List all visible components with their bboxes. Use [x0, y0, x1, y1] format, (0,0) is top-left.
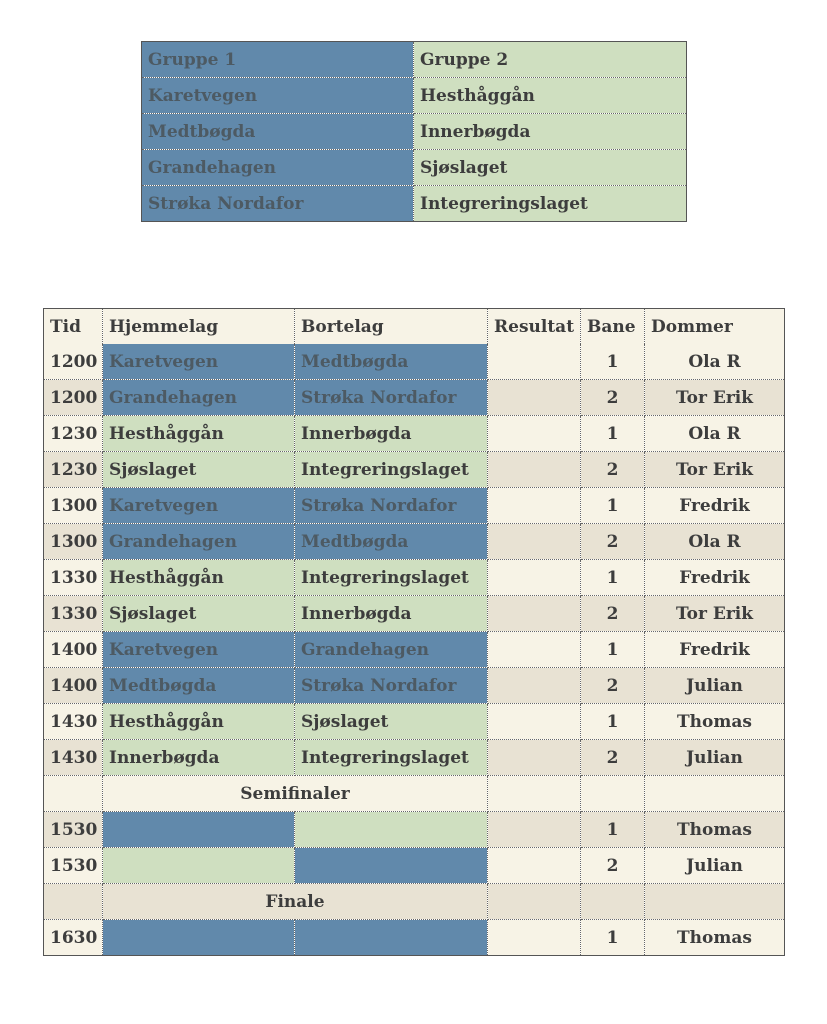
- semifinal-label: Semifinaler: [103, 776, 488, 812]
- match-away-team[interactable]: [295, 920, 488, 956]
- match-home-team: Sjøslaget: [103, 596, 295, 632]
- final-label: Finale: [103, 884, 488, 920]
- match-field: 1: [581, 812, 645, 848]
- match-away-team: Medtbøgda: [295, 524, 488, 560]
- match-away-team: Sjøslaget: [295, 704, 488, 740]
- match-row: [44, 524, 785, 560]
- match-referee: Ola R: [645, 416, 785, 452]
- match-away-team: Strøka Nordafor: [295, 488, 488, 524]
- semifinal-row: [44, 812, 785, 848]
- match-home-team: Innerbøgda: [103, 740, 295, 776]
- match-referee: Ola R: [645, 344, 785, 380]
- col-header-dommer: Dommer: [645, 309, 785, 345]
- match-time: 1330: [44, 560, 103, 596]
- match-row: [44, 740, 785, 776]
- group-2-team: Sjøslaget: [414, 150, 687, 186]
- match-referee: Julian: [645, 740, 785, 776]
- empty-cell: [581, 884, 645, 920]
- group-2-team: Innerbøgda: [414, 114, 687, 150]
- empty-cell: [488, 776, 581, 812]
- schedule-header-row: [44, 309, 785, 345]
- col-header-resultat: Resultat: [488, 309, 581, 345]
- match-home-team: Grandehagen: [103, 380, 295, 416]
- match-field: 2: [581, 596, 645, 632]
- match-time: 1630: [44, 920, 103, 956]
- match-time: 1400: [44, 668, 103, 704]
- match-home-team: Medtbøgda: [103, 668, 295, 704]
- match-time: 1400: [44, 632, 103, 668]
- match-away-team[interactable]: [295, 848, 488, 884]
- match-referee: Julian: [645, 668, 785, 704]
- match-result[interactable]: [488, 380, 581, 416]
- empty-cell: [581, 776, 645, 812]
- group-1-team: Grandehagen: [142, 150, 414, 186]
- empty-cell: [488, 884, 581, 920]
- match-away-team: Innerbøgda: [295, 416, 488, 452]
- empty-cell: [44, 776, 103, 812]
- match-time: 1430: [44, 740, 103, 776]
- match-referee: Thomas: [645, 920, 785, 956]
- empty-cell: [645, 884, 785, 920]
- match-row: [44, 632, 785, 668]
- match-result[interactable]: [488, 740, 581, 776]
- match-result[interactable]: [488, 560, 581, 596]
- empty-cell: [44, 884, 103, 920]
- group-1-header: Gruppe 1: [142, 42, 414, 78]
- match-away-team: Medtbøgda: [295, 344, 488, 380]
- match-result[interactable]: [488, 812, 581, 848]
- match-referee: Thomas: [645, 704, 785, 740]
- match-result[interactable]: [488, 848, 581, 884]
- match-home-team: Karetvegen: [103, 488, 295, 524]
- match-away-team: Grandehagen: [295, 632, 488, 668]
- match-field: 1: [581, 560, 645, 596]
- final-label-row: [44, 884, 785, 920]
- group-2-team: Hesthåggån: [414, 78, 687, 114]
- match-time: 1200: [44, 344, 103, 380]
- match-home-team[interactable]: [103, 848, 295, 884]
- match-field: 2: [581, 668, 645, 704]
- match-result[interactable]: [488, 668, 581, 704]
- match-result[interactable]: [488, 704, 581, 740]
- match-home-team: Hesthåggån: [103, 416, 295, 452]
- match-result[interactable]: [488, 596, 581, 632]
- match-home-team: Grandehagen: [103, 524, 295, 560]
- match-field: 2: [581, 452, 645, 488]
- groups-row: [142, 186, 687, 222]
- match-time: 1430: [44, 704, 103, 740]
- match-referee: Ola R: [645, 524, 785, 560]
- semifinal-row: [44, 848, 785, 884]
- match-away-team[interactable]: [295, 812, 488, 848]
- match-referee: Tor Erik: [645, 596, 785, 632]
- match-home-team: Hesthåggån: [103, 560, 295, 596]
- match-row: [44, 560, 785, 596]
- match-time: 1230: [44, 452, 103, 488]
- match-result[interactable]: [488, 416, 581, 452]
- col-header-tid: Tid: [44, 309, 103, 345]
- empty-cell: [645, 776, 785, 812]
- match-field: 1: [581, 344, 645, 380]
- match-referee: Tor Erik: [645, 452, 785, 488]
- semifinal-label-row: [44, 776, 785, 812]
- match-away-team: Strøka Nordafor: [295, 668, 488, 704]
- match-field: 2: [581, 524, 645, 560]
- group-1-team: Strøka Nordafor: [142, 186, 414, 222]
- match-time: 1530: [44, 812, 103, 848]
- match-row: [44, 344, 785, 380]
- match-time: 1530: [44, 848, 103, 884]
- match-row: [44, 380, 785, 416]
- match-result[interactable]: [488, 488, 581, 524]
- match-result[interactable]: [488, 632, 581, 668]
- match-row: [44, 416, 785, 452]
- match-field: 1: [581, 416, 645, 452]
- match-field: 1: [581, 488, 645, 524]
- match-referee: Tor Erik: [645, 380, 785, 416]
- match-away-team: Integreringslaget: [295, 560, 488, 596]
- group-1-team: Karetvegen: [142, 78, 414, 114]
- match-field: 2: [581, 380, 645, 416]
- match-row: [44, 596, 785, 632]
- match-field: 2: [581, 740, 645, 776]
- group-2-team: Integreringslaget: [414, 186, 687, 222]
- match-field: 1: [581, 704, 645, 740]
- schedule-table: [43, 308, 785, 956]
- groups-table: [141, 41, 687, 222]
- col-header-hjemmelag: Hjemmelag: [103, 309, 295, 345]
- match-home-team: Karetvegen: [103, 632, 295, 668]
- match-result[interactable]: [488, 344, 581, 380]
- match-row: [44, 452, 785, 488]
- match-field: 2: [581, 848, 645, 884]
- match-away-team: Strøka Nordafor: [295, 380, 488, 416]
- match-away-team: Integreringslaget: [295, 452, 488, 488]
- match-result[interactable]: [488, 920, 581, 956]
- match-referee: Fredrik: [645, 560, 785, 596]
- groups-row: [142, 150, 687, 186]
- match-time: 1200: [44, 380, 103, 416]
- match-result[interactable]: [488, 452, 581, 488]
- match-field: 1: [581, 920, 645, 956]
- col-header-bortelag: Bortelag: [295, 309, 488, 345]
- match-field: 1: [581, 632, 645, 668]
- group-2-header: Gruppe 2: [414, 42, 687, 78]
- match-referee: Thomas: [645, 812, 785, 848]
- match-home-team[interactable]: [103, 920, 295, 956]
- match-row: [44, 488, 785, 524]
- groups-row: [142, 78, 687, 114]
- col-header-bane: Bane: [581, 309, 645, 345]
- match-home-team: Hesthåggån: [103, 704, 295, 740]
- groups-header-row: [142, 42, 687, 78]
- match-time: 1230: [44, 416, 103, 452]
- match-referee: Fredrik: [645, 632, 785, 668]
- match-row: [44, 704, 785, 740]
- match-away-team: Integreringslaget: [295, 740, 488, 776]
- match-home-team: Karetvegen: [103, 344, 295, 380]
- match-result[interactable]: [488, 524, 581, 560]
- match-time: 1300: [44, 524, 103, 560]
- match-referee: Julian: [645, 848, 785, 884]
- match-row: [44, 668, 785, 704]
- match-time: 1300: [44, 488, 103, 524]
- groups-row: [142, 114, 687, 150]
- match-home-team: Sjøslaget: [103, 452, 295, 488]
- final-row: [44, 920, 785, 956]
- match-referee: Fredrik: [645, 488, 785, 524]
- match-away-team: Innerbøgda: [295, 596, 488, 632]
- match-home-team[interactable]: [103, 812, 295, 848]
- match-time: 1330: [44, 596, 103, 632]
- group-1-team: Medtbøgda: [142, 114, 414, 150]
